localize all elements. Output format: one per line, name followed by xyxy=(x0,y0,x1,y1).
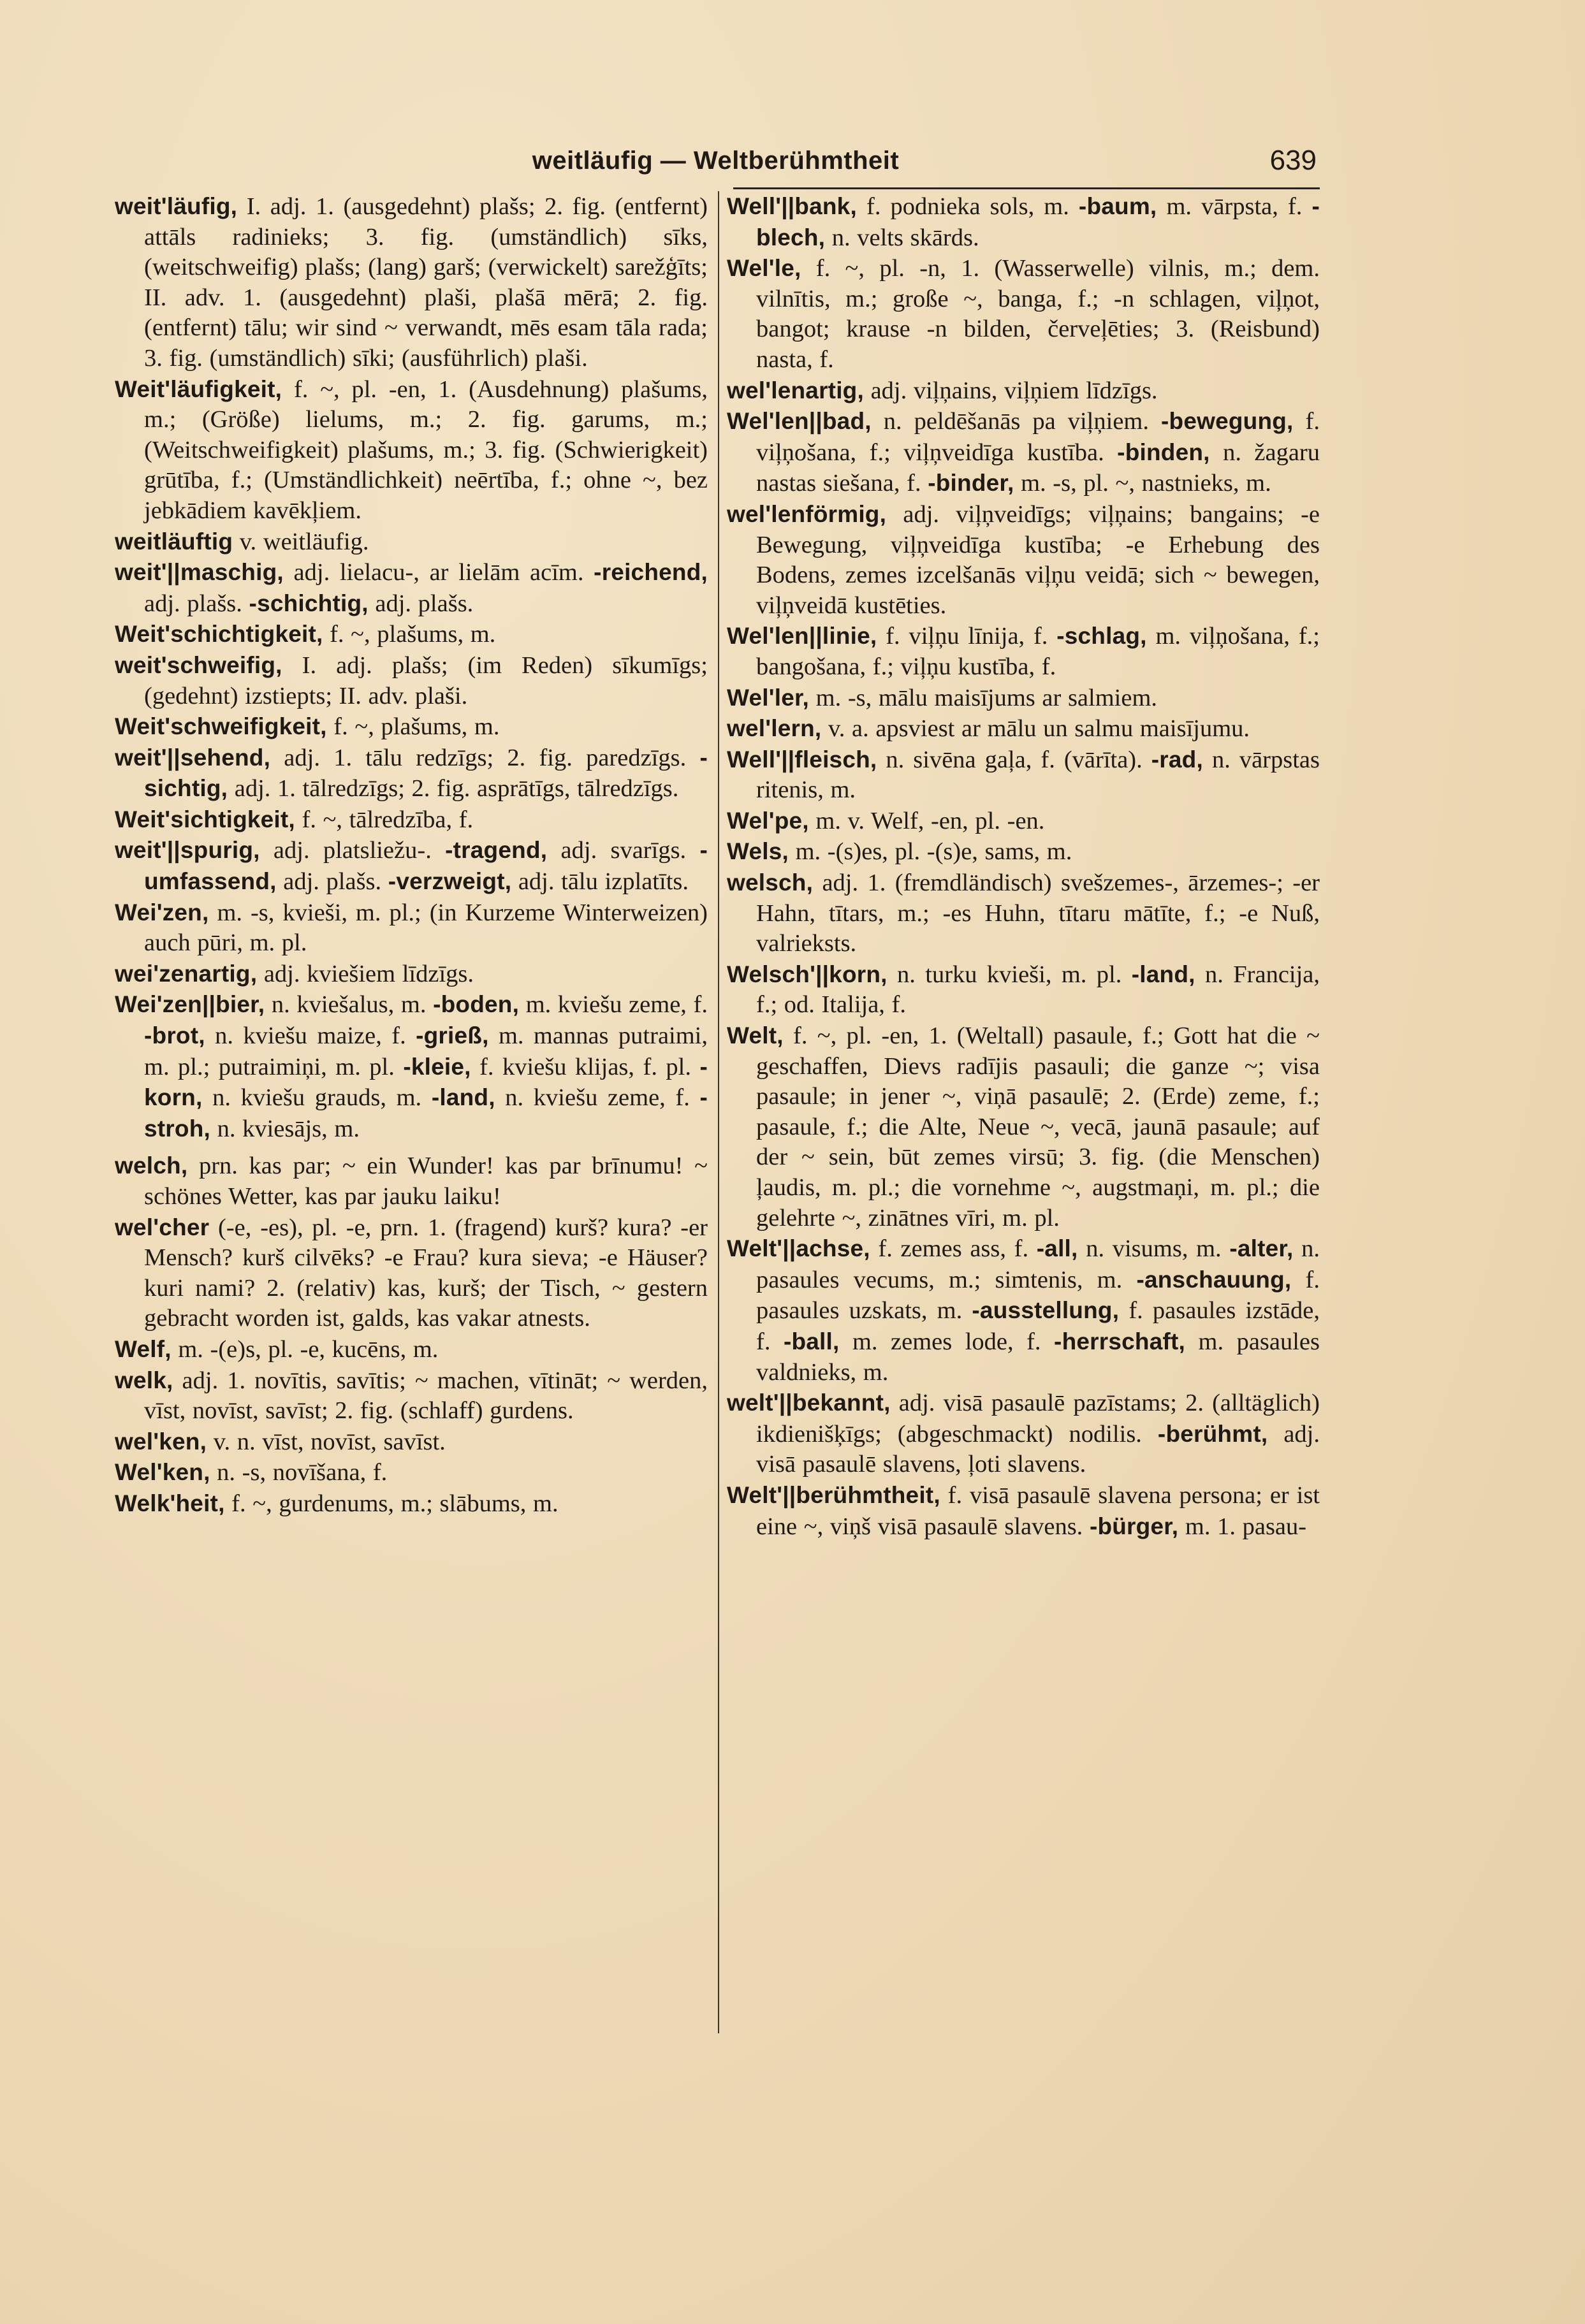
headword: weit'schweifig, xyxy=(115,651,282,678)
dictionary-entry xyxy=(727,806,1320,837)
dictionary-entry xyxy=(115,804,708,836)
entry-text: m. pasaules valdnieks, m. xyxy=(756,1328,1320,1386)
headword: wei'zenartig, xyxy=(115,960,258,987)
entry-text: m. -s, mālu maisījums ar salmiem. xyxy=(809,684,1158,711)
headword: welt'||bekannt, xyxy=(727,1390,891,1416)
entry-text: m. v. Welf, -en, pl. -en. xyxy=(808,807,1045,834)
entry-text: f. zemes ass, f. xyxy=(870,1235,1037,1263)
dictionary-entry xyxy=(727,253,1320,375)
headword: Weit'schweifigkeit, xyxy=(115,713,327,740)
entry-text: f. ~, pl. -en, 1. (Weltall) pasaule, f.; Gott hat die ~ geschaffen, Dievs radījis pasauli; die ganze ~; visa pasaule; in jener ~, viņā pasaulē; 2. (Erde) zeme, f.; pasaule, f.; die Alte, Neue ~, vecā, jaunā pasaule; auf der ~ sein, būt zemes virsū; 3. fig. (die Menschen) ļaudis, m. pl.; die vornehme ~, augstmaņi, m. pl.; die gelehrte ~, zinātnes vīri, m. pl. xyxy=(756,1022,1320,1231)
dictionary-entry xyxy=(115,650,708,711)
sub-headword: -stroh, xyxy=(144,1084,708,1142)
entry-text: m. viļņošana, f.; bangošana, f.; viļņu kustība, f. xyxy=(756,623,1320,680)
headword: Wel'ler, xyxy=(727,684,810,711)
headword: wel'lern, xyxy=(727,715,822,742)
sub-headword: -bürger, xyxy=(1089,1513,1179,1539)
sub-headword: -rad, xyxy=(1151,746,1203,773)
headword: weit'||sehend, xyxy=(115,744,271,771)
entry-text: f. pasaules uzskats, m. xyxy=(756,1266,1320,1325)
sub-headword: -kleie, xyxy=(403,1053,471,1080)
entry-text: m. -(e)s, pl. -e, kucēns, m. xyxy=(171,1335,439,1363)
entry-text: n. peldēšanās pa viļņiem. xyxy=(871,408,1161,435)
entry-text: n. sivēna gaļa, f. (vārīta). xyxy=(877,746,1151,773)
dictionary-entry xyxy=(727,621,1320,682)
entry-text: (-e, -es), pl. -e, prn. 1. (fragend) kurš? kura? -er Mensch? kurš cilvēks? -e Frau? kura sieva; -e Häuser? kuri nami? 2. (relativ) kas, kurš; der Tisch, ~ gestern gebracht worden ist, galds, kas vakar atnests. xyxy=(144,1214,708,1332)
sub-headword: -anschauung, xyxy=(1136,1266,1292,1293)
entry-text: adj. 1. tālredzīgs; 2. fig. asprātīgs, tālredzīgs. xyxy=(228,775,679,803)
entry-text: adj. platsliežu-. xyxy=(259,837,446,864)
headword: Well'||bank, xyxy=(727,193,857,219)
sub-headword: -schichtig, xyxy=(249,590,369,616)
dictionary-entry xyxy=(727,406,1320,499)
dictionary-entry xyxy=(115,527,708,558)
entry-text: n. kviesājs, m. xyxy=(210,1115,360,1142)
dictionary-entry xyxy=(115,374,708,527)
entry-text: adj. svarīgs. xyxy=(547,837,700,864)
sub-headword: -sichtig, xyxy=(144,744,708,802)
headword: Welt'||berühmtheit, xyxy=(727,1481,940,1508)
dictionary-entry xyxy=(115,959,708,990)
dictionary-entry xyxy=(727,713,1320,744)
header-rule xyxy=(733,187,1320,189)
dictionary-entry xyxy=(727,191,1320,253)
entry-text: adj. visā pasaulē slavens, ļoti slavens. xyxy=(756,1420,1320,1478)
headword: Well'||fleisch, xyxy=(727,746,877,773)
entry-text: m. vārpsta, f. xyxy=(1157,193,1312,220)
dictionary-entry xyxy=(727,1020,1320,1233)
sub-headword: -ausstellung, xyxy=(972,1297,1120,1324)
sub-headword: -korn, xyxy=(144,1053,708,1111)
headword: Wel'ken, xyxy=(115,1459,210,1486)
entry-text: adj. lielacu-, ar lielām acīm. xyxy=(283,559,594,586)
entry-text: m. -(s)es, pl. -(s)e, sams, m. xyxy=(788,838,1072,866)
sub-headword: -all, xyxy=(1036,1235,1078,1262)
headword: wel'cher xyxy=(115,1214,210,1240)
entry-text: f. ~, gurdenums, m.; slābums, m. xyxy=(224,1490,559,1517)
page-number: 639 xyxy=(1269,145,1317,176)
headword: wel'lenartig, xyxy=(727,377,864,403)
headword: Weit'schichtigkeit, xyxy=(115,621,323,648)
headword: Wel'len||linie, xyxy=(727,623,877,650)
headword: Wel'pe, xyxy=(727,807,809,834)
page-header xyxy=(115,142,1317,180)
sub-headword: -herrschaft, xyxy=(1054,1328,1186,1354)
sub-headword: -brot, xyxy=(144,1022,205,1049)
entry-text: n. kviešu grauds, m. xyxy=(202,1084,432,1112)
entry-text: f. ~, plašums, m. xyxy=(323,621,496,648)
sub-headword: -alter, xyxy=(1229,1235,1294,1262)
headword: weit'||maschig, xyxy=(115,559,284,586)
sub-headword: -binden, xyxy=(1117,439,1210,465)
sub-headword: -baum, xyxy=(1078,193,1157,219)
entry-text: f. viļņu līnija, f. xyxy=(877,623,1057,650)
entry-text: n. kviešu maize, f. xyxy=(205,1022,416,1050)
headword: wel'ken, xyxy=(115,1428,207,1455)
entry-text: I. adj. plašs; (im Reden) sīkumīgs; (gedehnt) izstiepts; II. adv. plaši. xyxy=(144,651,708,709)
headword: Welk'heit, xyxy=(115,1490,225,1516)
dictionary-entry xyxy=(115,1334,708,1365)
sub-headword: -reichend, xyxy=(594,559,708,586)
entry-text: f. ~, pl. -n, 1. (Wasserwelle) vilnis, m.; dem. vilnītis, m.; große ~, banga, f.; -n schlagen, viļņot, bangot; krause -n bilden, červeļēties; 3. (Reisbund) nasta, f. xyxy=(756,255,1320,373)
dictionary-entry xyxy=(727,1388,1320,1480)
dictionary-entry xyxy=(115,897,708,959)
right-column xyxy=(727,191,1320,2040)
headword: Welsch'||korn, xyxy=(727,961,887,987)
headword: weitläuftig xyxy=(115,528,233,555)
sub-headword: -blech, xyxy=(756,193,1320,251)
entry-text: f. ~, pl. -en, 1. (Ausdehnung) plašums, m.; (Größe) lielums, m.; 2. fig. garums, m.; (Weitschweifigkeit) plašums, m.; 3. fig. (Schwierigkeit) grūtība, f.; (Umständlichkeit) neērtība, f.; ohne ~, bez jebkādiem kavēkļiem. xyxy=(144,375,708,524)
dictionary-entry xyxy=(727,744,1320,806)
entry-text: adj. 1. (fremdländisch) svešzemes-, ārzemes-; -er Hahn, tītars, m.; -es Huhn, tītaru mātīte, f.; -e Nuß, valrieksts. xyxy=(756,869,1320,957)
sub-headword: -berühmt, xyxy=(1157,1420,1268,1447)
headword: Weit'sichtigkeit, xyxy=(115,806,295,832)
dictionary-entry xyxy=(115,1457,708,1488)
sub-headword: -boden, xyxy=(433,991,520,1018)
entry-text: m. kviešu zeme, f. xyxy=(519,991,708,1019)
entry-text: m. mannas putraimi, m. pl.; putraimiņi, m. pl. xyxy=(144,1022,708,1080)
headword: Wel'le, xyxy=(727,255,801,282)
entry-text: f. podnieka sols, m. xyxy=(856,193,1079,220)
running-head: weitläufig — Weltberühmtheit xyxy=(532,146,900,175)
headword: welsch, xyxy=(727,869,814,896)
sub-headword: -grieß, xyxy=(416,1022,489,1049)
entry-text: f. ~, plašums, m. xyxy=(326,713,500,741)
entry-text: n. kviešalus, m. xyxy=(265,991,434,1019)
entry-text: adj. kviešiem līdzīgs. xyxy=(257,960,474,987)
sub-headword: -binder, xyxy=(928,470,1014,497)
dictionary-entry xyxy=(727,836,1320,868)
sub-headword: -ball, xyxy=(783,1328,840,1354)
dictionary-entry xyxy=(115,557,708,619)
headword: welk, xyxy=(115,1367,173,1393)
entry-text: adj. plašs. xyxy=(144,590,249,617)
sub-headword: -schlag, xyxy=(1056,623,1147,650)
entry-text: prn. kas par; ~ ein Wunder! kas par brīnumu! ~ schönes Wetter, kas par jauku laiku! xyxy=(144,1152,708,1210)
dictionary-entry xyxy=(727,683,1320,714)
entry-text: v. weitläufig. xyxy=(233,528,369,555)
entry-text: adj. viļņveidīgs; viļņains; bangains; -e Bewegung, viļņveidīga kustība; -e Erhebung des Bodens, zemes izcelšanās viļņu veidā; sich ~ bewegen, viļņveidā kustēties. xyxy=(756,500,1320,619)
dictionary-entry xyxy=(115,191,708,374)
headword: Wels, xyxy=(727,838,789,865)
entry-text: v. n. vīst, novīst, savīst. xyxy=(207,1428,446,1455)
dictionary-entry xyxy=(115,1427,708,1458)
sub-headword: -bewegung, xyxy=(1161,408,1294,435)
headword: Wei'zen, xyxy=(115,899,209,926)
dictionary-entry xyxy=(115,1212,708,1334)
dictionary-entry xyxy=(115,743,708,804)
headword: Weit'läufigkeit, xyxy=(115,375,282,402)
dictionary-entry xyxy=(115,1151,708,1212)
entry-text: f. ~, tālredzība, f. xyxy=(295,806,474,833)
dictionary-entry xyxy=(115,711,708,743)
headword: wel'lenförmig, xyxy=(727,500,887,527)
headword: welch, xyxy=(115,1152,188,1179)
headword: Welt, xyxy=(727,1022,784,1049)
left-column xyxy=(115,191,708,2040)
entry-text: I. adj. 1. (ausgedehnt) plašs; 2. fig. (entfernt) attāls radinieks; 3. fig. (umständlich) sīks, (weitschweifig) plašs; (lang) garš; (verwickelt) sarežģīts; II. adv. 1. (ausgedehnt) plaši, plašā mērā; 2. fig. (entfernt) tālu; wir sind ~ verwandt, mēs esam tāla rada; 3. fig. (umständlich) sīki; (ausführlich) plaši. xyxy=(144,193,708,372)
entry-text: adj. tālu izplatīts. xyxy=(511,868,689,896)
entry-text: n. vārpstas ritenis, m. xyxy=(756,746,1320,804)
entry-text: adj. visā pasaulē pazīstams; 2. (alltäglich) ikdienišķīgs; (abgeschmackt) nodilis. xyxy=(756,1390,1320,1448)
entry-text: v. a. apsviest ar mālu un salmu maisījumu. xyxy=(821,715,1250,743)
entry-text: n. žagaru nastas siešana, f. xyxy=(756,439,1320,497)
headword: weit'||spurig, xyxy=(115,837,260,864)
dictionary-entry xyxy=(115,1365,708,1427)
entry-text: n. Francija, f.; od. Italija, f. xyxy=(756,961,1320,1019)
headword: Welf, xyxy=(115,1335,172,1362)
dictionary-entry xyxy=(727,1233,1320,1388)
dictionary-entry xyxy=(115,835,708,897)
entry-text: f. pasaules izstāde, f. xyxy=(756,1297,1320,1355)
column-divider xyxy=(718,191,719,2033)
sub-headword: -tragend, xyxy=(445,837,548,864)
dictionary-entry xyxy=(727,959,1320,1020)
sub-headword: -verzweigt, xyxy=(388,868,512,895)
entry-text: m. zemes lode, f. xyxy=(839,1328,1055,1355)
dictionary-entry xyxy=(727,375,1320,407)
headword: Welt'||achse, xyxy=(727,1235,870,1262)
sub-headword: -land, xyxy=(431,1084,495,1111)
entry-text: f. viļņošana, f.; viļņveidīga kustība. xyxy=(756,408,1320,466)
entry-text: m. -s, pl. ~, nastnieks, m. xyxy=(1014,470,1271,497)
entry-text: adj. plašs. xyxy=(368,590,474,617)
entry-text: n. pasaules vecums, m.; simtenis, m. xyxy=(756,1235,1320,1293)
entry-text: adj. 1. novītis, savītis; ~ machen, vītināt; ~ werden, vīst, novīst, savīst; 2. fig. (schlaff) gurdens. xyxy=(144,1367,708,1425)
dictionary-entry xyxy=(115,1488,708,1520)
sub-headword: -land, xyxy=(1131,961,1195,987)
entry-text: n. velts skārds. xyxy=(825,224,979,251)
headword: Wei'zen||bier, xyxy=(115,991,265,1018)
entry-text: f. visā pasaulē slavena persona; er ist eine ~, viņš visā pasaulē slavens. xyxy=(756,1481,1320,1540)
dictionary-entry xyxy=(115,619,708,650)
headword: weit'läufig, xyxy=(115,193,238,219)
headword: Wel'len||bad, xyxy=(727,408,872,435)
entry-text: n. kviešu zeme, f. xyxy=(495,1084,700,1112)
entry-text: n. -s, novīšana, f. xyxy=(210,1459,388,1486)
entry-text: f. kviešu klijas, f. pl. xyxy=(471,1053,700,1080)
entry-text: adj. viļņains, viļņiem līdzīgs. xyxy=(863,377,1158,404)
entry-text: m. 1. pasau- xyxy=(1178,1513,1307,1540)
entry-text: n. turku kvieši, m. pl. xyxy=(887,961,1132,988)
entry-text: n. visums, m. xyxy=(1077,1235,1230,1263)
entry-text: adj. plašs. xyxy=(276,868,388,896)
dictionary-entry xyxy=(727,868,1320,959)
dictionary-entry xyxy=(727,499,1320,621)
entry-text: adj. 1. tālu redzīgs; 2. fig. paredzīgs. xyxy=(270,744,700,771)
dictionary-entry xyxy=(115,989,708,1144)
entry-text: m. -s, kvieši, m. pl.; (in Kurzeme Winterweizen) auch pūri, m. pl. xyxy=(144,899,708,957)
dictionary-entry xyxy=(727,1480,1320,1542)
sub-headword: -umfassend, xyxy=(144,837,708,895)
